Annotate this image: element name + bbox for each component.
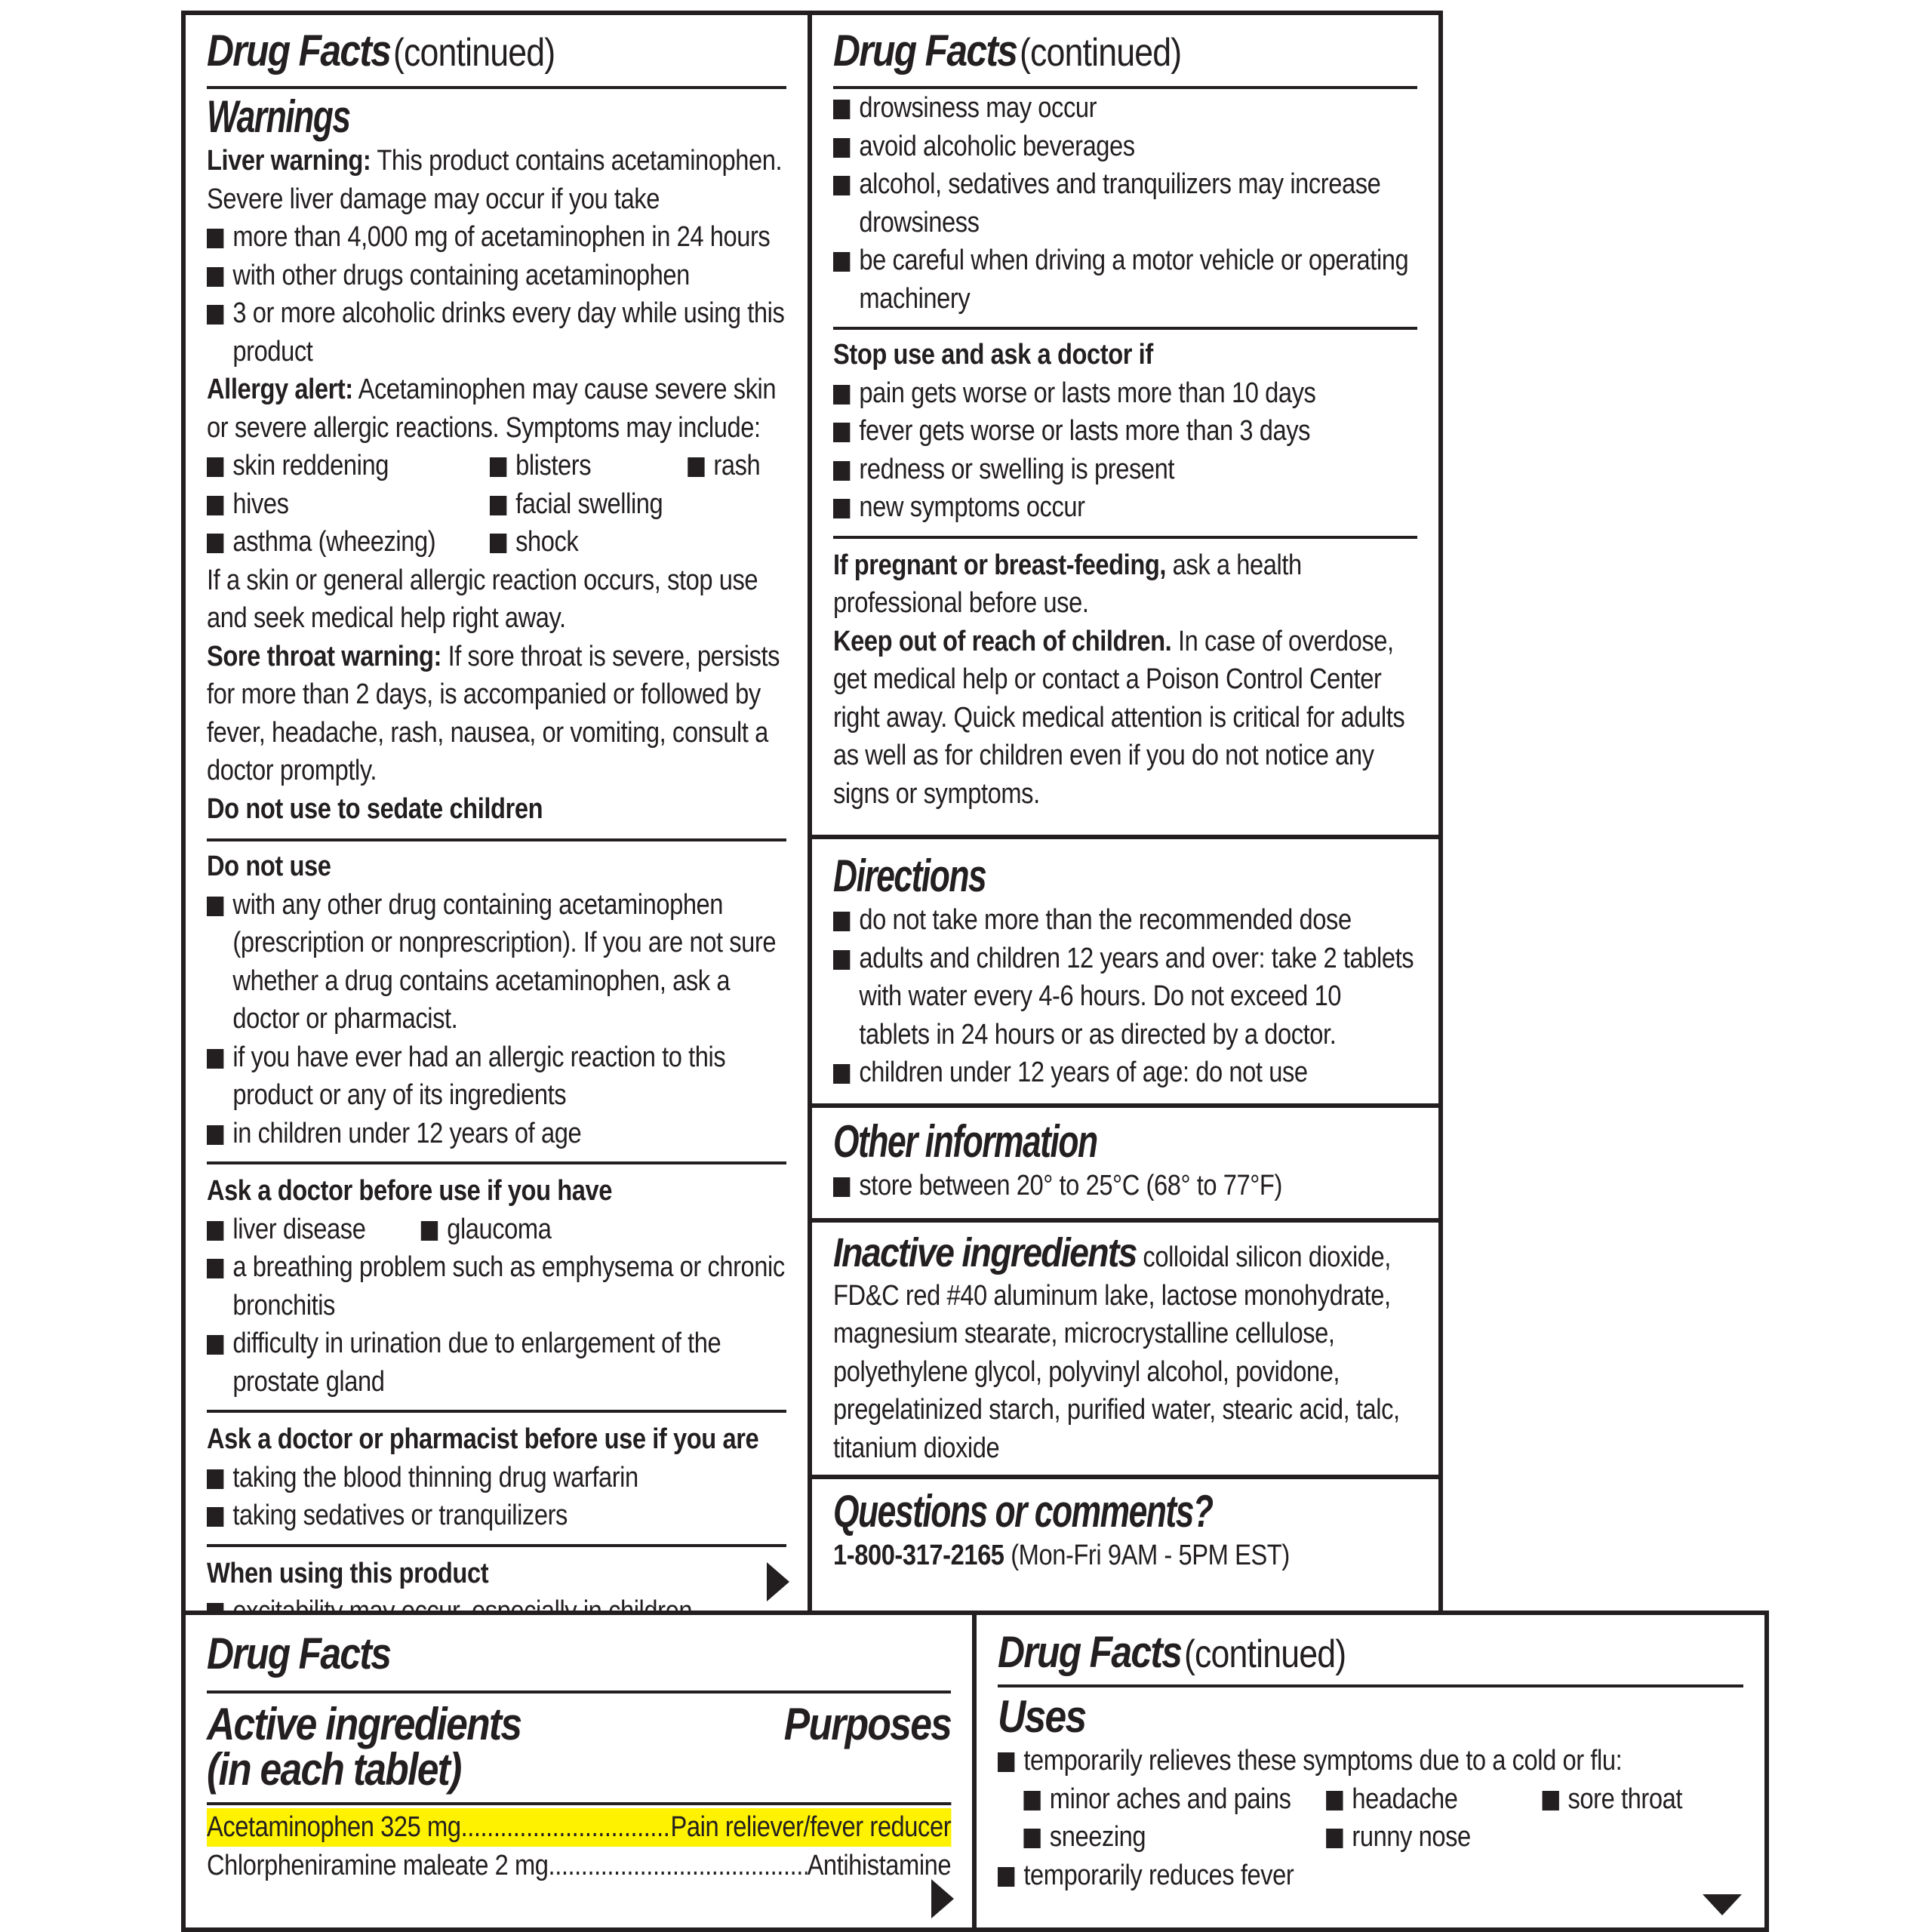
list-item: new symptoms occur	[833, 488, 1417, 527]
drug-facts-header	[207, 1615, 951, 1694]
questions-block	[812, 1475, 1438, 1624]
panel-warnings	[181, 11, 812, 1615]
continued-label: (continued)	[392, 31, 555, 75]
inactive-ingredients	[833, 1230, 1417, 1467]
list-item: alcohol, sedatives and tranquilizers may increase drowsiness	[833, 165, 1417, 242]
list-item: if you have ever had an allergic reaction to this product or any of its ingredients	[207, 1038, 786, 1115]
list-item: pain gets worse or lasts more than 10 days	[833, 374, 1417, 413]
keep-out-warning	[833, 623, 1417, 814]
panel-uses	[972, 1611, 1769, 1932]
drug-facts-title: Drug Facts	[833, 26, 1017, 75]
list-item: in children under 12 years of age	[207, 1115, 786, 1153]
list-item: facial swelling	[490, 485, 786, 524]
table-row	[207, 1847, 951, 1885]
list-item: temporarily relieves these symptoms due to a cold or flu:	[998, 1742, 1743, 1780]
inactive-heading: Inactive ingredients	[833, 1230, 1137, 1275]
liver-warning-label: Liver warning:	[207, 145, 371, 177]
ingredient-purpose: Antihistamine	[807, 1849, 952, 1881]
table-row	[207, 1808, 951, 1847]
do-not-use-heading: Do not use	[207, 851, 331, 882]
stop-use-section	[833, 327, 1417, 527]
do-not-use-section	[207, 838, 786, 1152]
allergy-alert-text: Acetaminophen may cause severe skin or severe allergic reactions. Symptoms may include:	[207, 374, 777, 444]
ask-doctor-section	[207, 1161, 786, 1401]
list-item: hives	[207, 485, 490, 524]
ask-doctor-heading: Ask a doctor before use if you have	[207, 1175, 613, 1207]
ingredient-name: Acetaminophen 325 mg	[207, 1811, 461, 1843]
list-item: temporarily reduces fever	[998, 1857, 1743, 1895]
contact-line	[833, 1537, 1417, 1575]
keep-out-label: Keep out of reach of children.	[833, 625, 1172, 657]
when-using-heading: When using this product	[207, 1557, 489, 1589]
allergy-followup: If a skin or general allergic reaction occurs, stop use and seek medical help right away.	[207, 564, 758, 634]
list-item: redness or swelling is present	[833, 451, 1417, 489]
pregnancy-text: ask a health professional before use.	[833, 549, 1302, 619]
continue-arrow-icon	[931, 1879, 954, 1918]
uses-heading: Uses	[998, 1691, 1086, 1742]
uses-symptom-grid	[998, 1780, 1743, 1857]
continued-label: (continued)	[1019, 31, 1182, 75]
symptom-grid	[207, 447, 786, 561]
warnings-heading: Warnings	[207, 91, 350, 142]
drug-facts-title: Drug Facts	[998, 1628, 1182, 1677]
inactive-block	[812, 1218, 1438, 1479]
ingredient-table	[207, 1802, 951, 1884]
list-item: difficulty in urination due to enlargement of the prostate gland	[207, 1324, 786, 1401]
directions-heading: Directions	[833, 851, 986, 901]
keep-out-text: In case of overdose, get medical help or contact a Poison Control Center right away. Quick medical attention is critical for adults as well as for children even if you do not notice any signs or symptoms.	[833, 625, 1405, 810]
active-header-row	[207, 1694, 951, 1795]
sore-throat-warning	[207, 638, 786, 790]
contact-hours: (Mon-Fri 9AM - 5PM EST)	[1011, 1540, 1290, 1571]
list-item: shock	[490, 523, 688, 561]
other-info-heading: Other information	[833, 1116, 1097, 1167]
pregnancy-label: If pregnant or breast-feeding,	[833, 549, 1167, 581]
questions-heading: Questions or comments?	[833, 1486, 1213, 1537]
list-item: avoid alcoholic beverages	[833, 128, 1417, 166]
sore-throat-text: If sore throat is severe, persists for more than 2 days, is accompanied or followed by fever, headache, rash, nausea, or vomiting, consult a doctor promptly.	[207, 640, 780, 786]
list-item: sore throat	[1542, 1780, 1743, 1819]
active-heading	[207, 1694, 521, 1795]
no-sedate-warning: Do not use to sedate children	[207, 792, 543, 825]
continue-arrow-icon	[767, 1562, 789, 1601]
drug-facts-title: Drug Facts	[207, 1629, 391, 1678]
list-item: more than 4,000 mg of acetaminophen in 24 hours	[207, 218, 786, 257]
list-item: children under 12 years of age: do not use	[833, 1054, 1417, 1092]
list-item: store between 20° to 25°C (68° to 77°F)	[833, 1167, 1417, 1205]
inactive-text: colloidal silicon dioxide, FD&C red #40 aluminum lake, lactose monohydrate, magnesium stearate, microcrystalline cellulose, polyethylene glycol, polyvinyl alcohol, povidone, pregelatinized starch, purified water, stearic acid, talc, titanium dioxide	[833, 1241, 1400, 1464]
drug-facts-title: Drug Facts	[207, 26, 391, 75]
continued-warnings-block	[812, 15, 1438, 835]
phone-number: 1-800-317-2165	[833, 1540, 1004, 1571]
panel-directions	[808, 11, 1443, 1615]
list-item: fever gets worse or lasts more than 3 days	[833, 412, 1417, 451]
list-item: taking sedatives or tranquilizers	[207, 1497, 786, 1535]
list-item: a breathing problem such as emphysema or chronic bronchitis	[207, 1248, 786, 1324]
directions-block	[812, 835, 1438, 1108]
stop-use-heading: Stop use and ask a doctor if	[833, 339, 1153, 371]
list-item: headache	[1326, 1780, 1542, 1819]
allergy-alert	[207, 371, 786, 447]
list-item: 3 or more alcoholic drinks every day while using this product	[207, 294, 786, 371]
list-item: liver disease	[207, 1211, 421, 1249]
list-item: minor aches and pains	[1023, 1780, 1326, 1819]
list-item: glaucoma	[421, 1211, 552, 1249]
drug-facts-header	[833, 15, 1417, 89]
list-item: be careful when driving a motor vehicle or operating machinery	[833, 242, 1417, 318]
drug-facts-header	[207, 15, 786, 89]
ingredient-name: Chlorpheniramine maleate 2 mg	[207, 1849, 549, 1881]
drug-facts-header	[998, 1615, 1743, 1687]
other-info-block	[812, 1103, 1438, 1223]
purposes-heading: Purposes	[783, 1699, 952, 1749]
continue-down-arrow-icon	[1703, 1894, 1742, 1915]
list-item: runny nose	[1326, 1818, 1542, 1857]
ask-doctor-row	[207, 1211, 786, 1249]
active-heading-line2: (in each tablet)	[207, 1744, 461, 1795]
list-item: asthma (wheezing)	[207, 523, 490, 561]
list-item: rash	[688, 447, 786, 485]
list-item: with other drugs containing acetaminophen	[207, 257, 786, 295]
list-item: do not take more than the recommended dose	[833, 901, 1417, 940]
list-item: blisters	[490, 447, 688, 485]
allergy-alert-label: Allergy alert:	[207, 374, 353, 405]
sore-throat-label: Sore throat warning:	[207, 640, 441, 672]
panel-active-ingredients	[181, 1611, 977, 1932]
ask-pharmacist-section	[207, 1410, 786, 1535]
ask-pharmacist-heading: Ask a doctor or pharmacist before use if you are	[207, 1423, 759, 1455]
ingredient-purpose: Pain reliever/fever reducer	[670, 1811, 952, 1843]
leader-dots	[549, 1847, 808, 1885]
list-item: taking the blood thinning drug warfarin	[207, 1459, 786, 1497]
leader-dots	[461, 1808, 671, 1847]
list-item: adults and children 12 years and over: take 2 tablets with water every 4-6 hours. Do not exceed 10 tablets in 24 hours or as directed by a doctor.	[833, 940, 1417, 1054]
liver-warning-text: This product contains acetaminophen. Severe liver damage may occur if you take	[207, 145, 783, 215]
pregnancy-section	[833, 536, 1417, 814]
list-item: with any other drug containing acetaminophen (prescription or nonprescription). If you are not sure whether a drug contains acetaminophen, ask a doctor or pharmacist.	[207, 886, 786, 1038]
list-item: drowsiness may occur	[833, 89, 1417, 128]
pregnancy-warning	[833, 546, 1417, 623]
continued-label: (continued)	[1183, 1632, 1346, 1676]
list-item: sneezing	[1023, 1818, 1326, 1857]
list-item: skin reddening	[207, 447, 490, 485]
liver-warning	[207, 142, 786, 218]
active-heading-line1: Active ingredients	[207, 1699, 521, 1749]
